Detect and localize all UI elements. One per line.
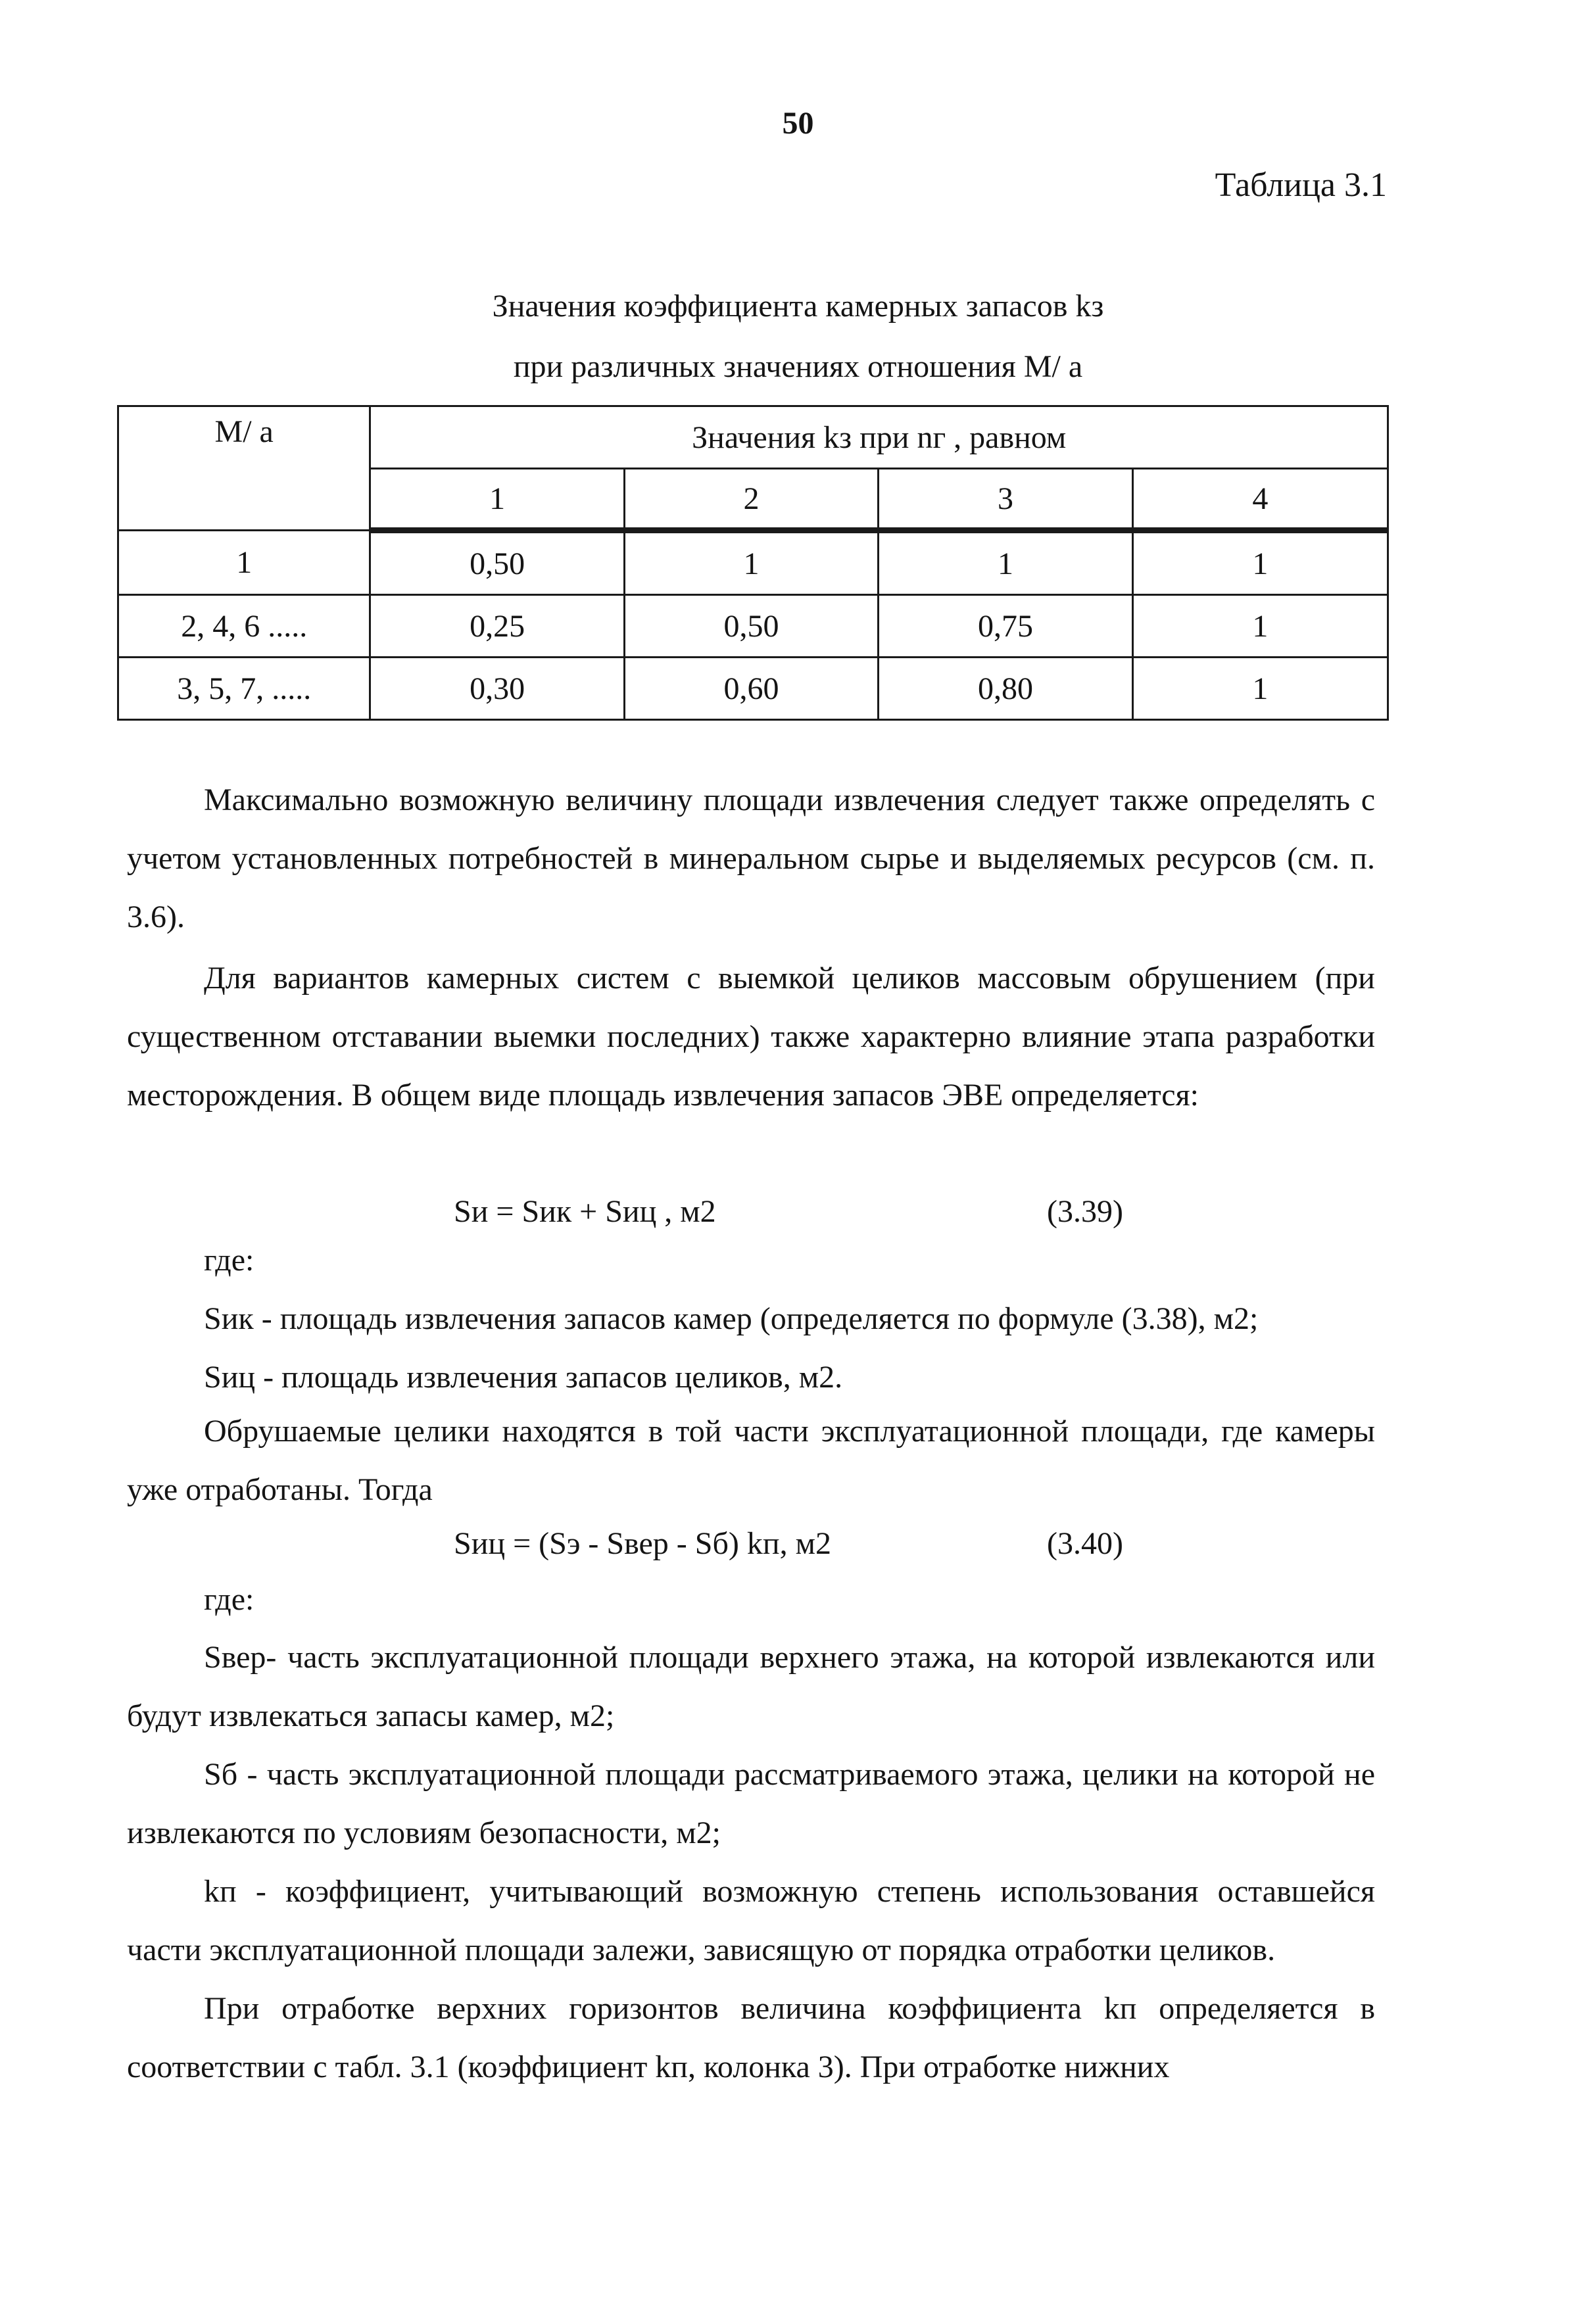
paragraph-text: Обрушаемые целики находятся в той части эксплуатационной площади, где камеры уже отработаны. Тогда [127, 1414, 1375, 1507]
definition-item: kп - коэффициент, учитывающий возможную степень использования оставшейся части эксплуатационной площади залежи, зависящую от порядка отработки целиков. [127, 1874, 1375, 1967]
row-label: 1 [118, 531, 370, 595]
table-header-row [118, 406, 1388, 469]
definition-k-p [127, 1862, 1375, 1979]
table-cell: 1 [1132, 595, 1388, 658]
table-cell: 0,75 [879, 595, 1132, 658]
definition-item: Sиц - площадь извлечения запасов целиков, м2. [204, 1360, 843, 1395]
paragraph-2 [127, 949, 1375, 1124]
table-label: Таблица 3.1 [1215, 166, 1387, 204]
definitions-1 [127, 1231, 1375, 1406]
table-cell: 1 [1132, 531, 1388, 595]
table-cell: 0,50 [624, 595, 878, 658]
page-number: 50 [782, 106, 814, 141]
column-header-ma: М/ а [118, 406, 370, 531]
table-row [118, 531, 1388, 595]
subcolumn-header: 3 [879, 469, 1132, 531]
row-label: 2, 4, 6 ..... [118, 595, 370, 658]
subcolumn-header: 1 [370, 469, 624, 531]
table-cell: 1 [879, 531, 1132, 595]
table-cell: 0,30 [370, 658, 624, 720]
definition-item: Sик - площадь извлечения запасов камер (определяется по формуле (3.38), м2; [204, 1301, 1259, 1336]
subcolumn-header: 2 [624, 469, 878, 531]
formula-3-39: Sи = Sик + Sиц , м2 [454, 1194, 716, 1229]
paragraph-text: При отработке верхних горизонтов величина коэффициента kп определяется в соответствии с табл. 3.1 (коэффициент kп, колонка 3). При отработке нижних [127, 1991, 1375, 2084]
coefficient-table [117, 405, 1389, 721]
table-cell: 1 [1132, 658, 1388, 720]
where-label: где: [204, 1243, 254, 1278]
paragraph-4 [127, 1979, 1375, 2096]
equation-number-3-39: (3.39) [1047, 1194, 1123, 1229]
where-label: где: [204, 1582, 254, 1617]
definition-item: Sб - часть эксплуатационной площади рассматриваемого этажа, целики на которой не извлекаются по условиям безопасности, м2; [127, 1757, 1375, 1850]
subcolumn-header: 4 [1132, 469, 1388, 531]
equation-number-3-40: (3.40) [1047, 1526, 1123, 1561]
paragraph-text: Для вариантов камерных систем с выемкой целиков массовым обрушением (при существенном отставании выемки последних) также характерно влияние этапа разработки месторождения. В общем виде площадь извлечения запасов ЭВЕ определяется: [127, 961, 1375, 1113]
paragraph-3 [127, 1402, 1375, 1519]
row-label: 3, 5, 7, ..... [118, 658, 370, 720]
table-cell: 0,60 [624, 658, 878, 720]
table-row [118, 595, 1388, 658]
table-cell: 1 [624, 531, 878, 595]
column-group-header: Значения kз при nг , равном [370, 406, 1388, 469]
definition-s-ver [127, 1628, 1375, 1745]
table-cell: 0,80 [879, 658, 1132, 720]
table-cell: 0,25 [370, 595, 624, 658]
definitions-2 [127, 1570, 1375, 1629]
formula-3-40: Sиц = (Sэ - Sвер - Sб) kп, м2 [454, 1526, 831, 1561]
table-caption-line-1: Значения коэффициента камерных запасов kз [492, 289, 1104, 324]
table-row [118, 658, 1388, 720]
definition-s-b [127, 1745, 1375, 1862]
table-caption-line-2: при различных значениях отношения М/ а [513, 349, 1083, 384]
paragraph-text: Максимально возможную величину площади извлечения следует также определять с учетом установленных потребностей в минеральном сырье и выделяемых ресурсов (см. п. 3.6). [127, 782, 1375, 934]
table-cell: 0,50 [370, 531, 624, 595]
definition-item: Sвер- часть эксплуатационной площади верхнего этажа, на которой извлекаются или будут извлекаться запасы камер, м2; [127, 1640, 1375, 1733]
paragraph-1 [127, 771, 1375, 946]
